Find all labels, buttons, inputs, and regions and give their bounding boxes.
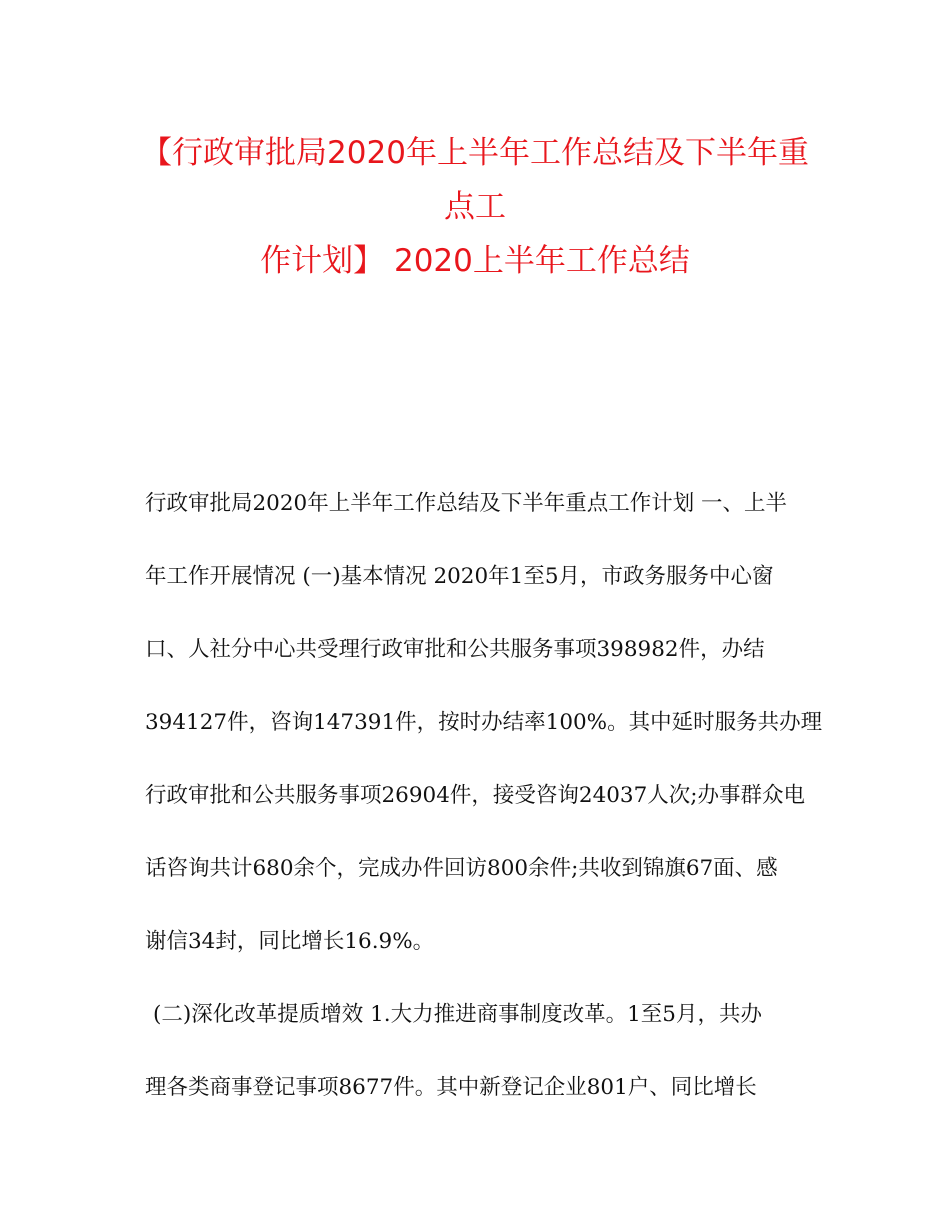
body-line-3: 口、人社分中心共受理行政审批和公共服务事项398982件，办结 [145, 637, 765, 662]
body-line-9: 理各类商事登记事项8677件。其中新登记企业801户、同比增长 [145, 1075, 757, 1100]
body-line-8: (二)深化改革提质增效 1.大力推进商事制度改革。1至5月，共办 [153, 1002, 762, 1027]
body-line-6: 话咨询共计680余个，完成办件回访800余件;共收到锦旗67面、感 [145, 856, 778, 881]
body-line-4: 394127件，咨询147391件，按时办结率100%。其中延时服务共办理 [145, 710, 823, 735]
title-line-2: 作计划】 2020上半年工作总结 [260, 243, 690, 279]
document-body [145, 478, 823, 1135]
body-line-1: 行政审批局2020年上半年工作总结及下半年重点工作计划 一、上半 [145, 491, 788, 516]
body-line-2: 年工作开展情况 (一)基本情况 2020年1至5月，市政务服务中心窗 [145, 564, 774, 589]
title-line-1: 【行政审批局2020年上半年工作总结及下半年重点工 [141, 135, 809, 225]
document-title [140, 126, 810, 288]
body-line-5: 行政审批和公共服务事项26904件，接受咨询24037人次;办事群众电 [145, 783, 806, 808]
body-line-7: 谢信34封，同比增长16.9%。 [145, 929, 435, 954]
